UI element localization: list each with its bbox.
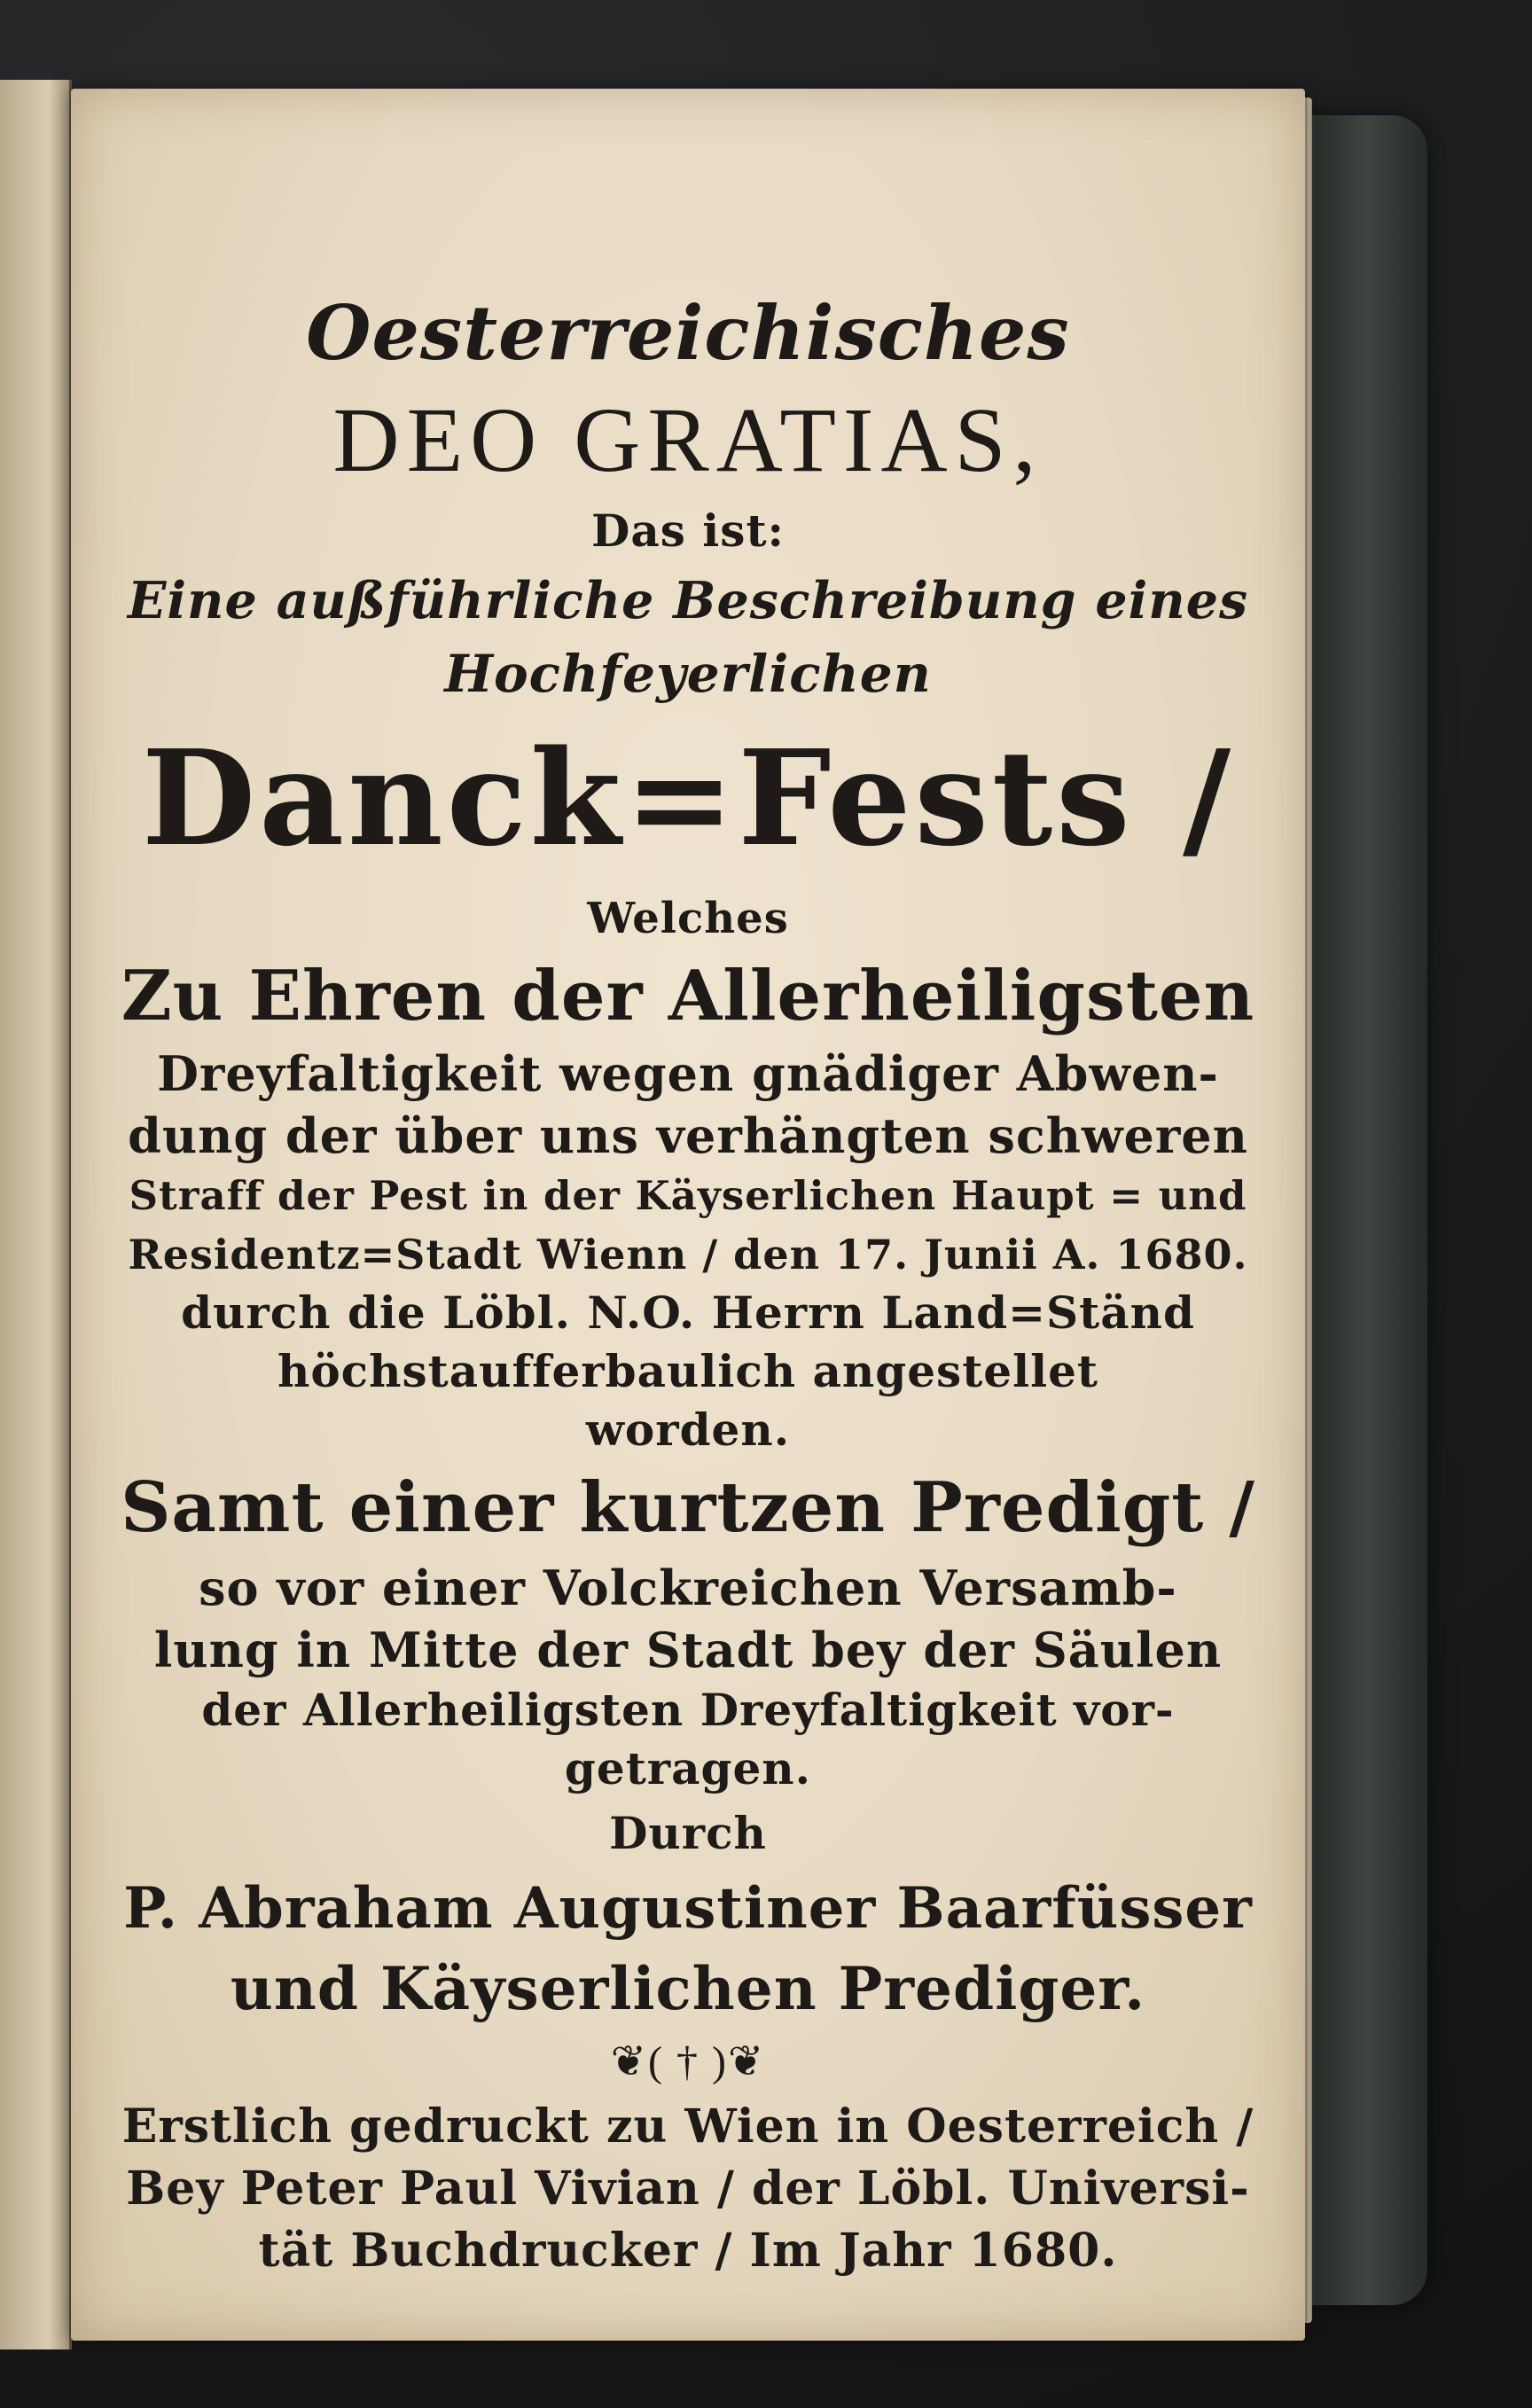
- title-line-2: DEO GRATIAS,: [332, 389, 1043, 491]
- imprint-line-3: tät Buchdrucker / Im Jahr 1680.: [258, 2224, 1118, 2278]
- sermon-line-5: getragen.: [564, 1742, 812, 1794]
- body-line-3: dung der über uns verhängten schweren: [128, 1107, 1248, 1164]
- body-line-4: Straff der Pest in der Käyserlichen Haupt = und: [129, 1172, 1247, 1219]
- printer-ornament: ❦( † )❦: [610, 2038, 766, 2085]
- title-page-text: [71, 284, 1305, 2282]
- durch-line: Durch: [609, 1807, 767, 1859]
- imprint-line-2: Bey Peter Paul Vivian / der Löbl. Universi-: [126, 2162, 1250, 2216]
- body-line-6: durch die Löbl. N.O. Herrn Land=Ständ: [181, 1286, 1195, 1339]
- author-line-2: und Käyserlichen Prediger.: [230, 1954, 1146, 2023]
- sermon-line-4: der Allerheiligsten Dreyfaltigkeit vor-: [201, 1684, 1175, 1736]
- title-page: [71, 89, 1305, 2341]
- body-line-5: Residentz=Stadt Wienn / den 17. Junii A. 1680.: [128, 1231, 1248, 1278]
- author-line-1: P. Abraham Augustiner Baarfüsser: [123, 1875, 1253, 1942]
- body-line-8: worden.: [585, 1403, 791, 1456]
- welches-line: Welches: [587, 894, 789, 943]
- body-line-7: höchstaufferbaulich angestellet: [277, 1345, 1099, 1397]
- facing-page-edge: [0, 80, 72, 2349]
- sermon-line-2: so vor einer Volckreichen Versamb-: [199, 1560, 1177, 1616]
- body-line-2: Dreyfaltigkeit wegen gnädiger Abwen-: [157, 1045, 1219, 1102]
- main-title-word: Danck=Fests /: [141, 721, 1235, 875]
- das-ist: Das ist:: [590, 504, 785, 557]
- subtitle-line-1: Eine außführliche Beschreibung eines: [127, 571, 1249, 630]
- imprint-line-1: Erstlich gedruckt zu Wien in Oesterreich /: [121, 2099, 1255, 2154]
- sermon-line-3: lung in Mitte der Stadt bey der Säulen: [153, 1622, 1223, 1678]
- body-line-1: Zu Ehren der Allerheiligsten: [121, 956, 1255, 1036]
- sermon-line-1: Samt einer kurtzen Predigt /: [121, 1467, 1255, 1548]
- title-line-1: Oesterreichisches: [306, 289, 1070, 377]
- subtitle-line-2: Hochfeyerlichen: [444, 644, 932, 704]
